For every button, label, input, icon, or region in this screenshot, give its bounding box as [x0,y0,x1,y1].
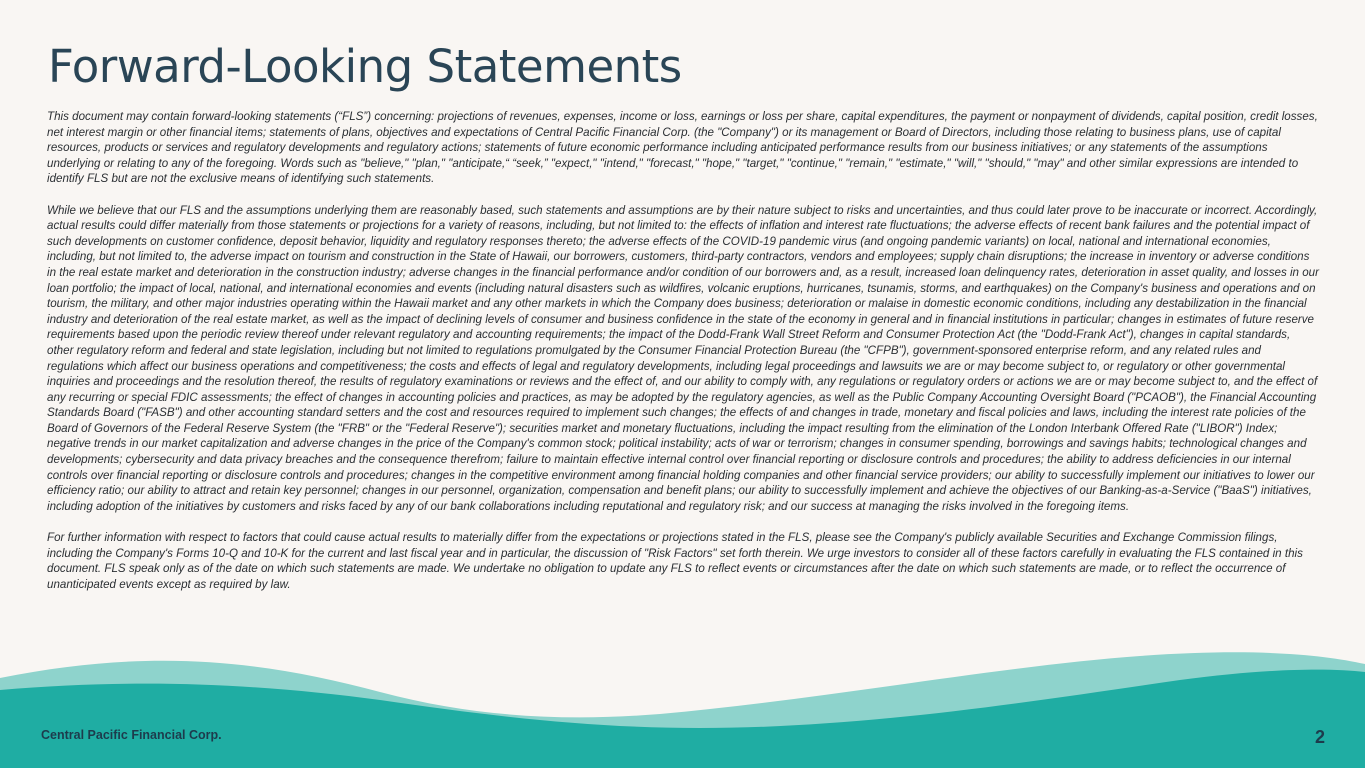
page-title: Forward-Looking Statements [48,40,682,93]
paragraph-further-information: For further information with respect to factors that could cause actual results to materially differ from the expectations or projections stated in the FLS, please see the Company's publicly available Securities and Exchange Commission filings, including the Company's Forms 10-Q and 10-K for the current and last fiscal year and in particular, the discussion of "Risk Factors" set forth therein. We urge investors to consider all of these factors carefully in evaluating the FLS contained in this document. FLS speak only as of the date on which such statements are made. We undertake no obligation to update any FLS to reflect events or circumstances after the date on which such statements are made, or to reflect the occurrence of unanticipated events except as required by law. [47,531,1303,591]
footer-company-name: Central Pacific Financial Corp. [41,728,222,742]
paragraph-risk-factors: While we believe that our FLS and the assumptions underlying them are reasonably based, such statements and assumptions are by their nature subject to risks and uncertainties, and thus could later prove to be inaccurate or incorrect. Accordingly, actual results could differ materially from those statements or projections for a variety of reasons, including, but not limited to: the effects of inflation and interest rate fluctuations; the adverse effects of recent bank failures and the potential impact of such developments on customer confidence, deposit behavior, liquidity and regulatory responses thereto; the adverse effects of the COVID-19 pandemic virus (and ongoing pandemic variants) on local, national and international economies, including, but not limited to, the adverse impact on tourism and construction in the State of Hawaii, our borrowers, customers, third-party contractors, vendors and employees; supply chain disruptions; the increase in inventory or adverse conditions in the real estate market and deterioration in the construction industry; adverse changes in the financial performance and/or condition of our borrowers and, as a result, increased loan delinquency rates, deterioration in asset quality, and losses in our loan portfolio; the impact of local, national, and international economies and events (including natural disasters such as wildfires, volcanic eruptions, hurricanes, tsunamis, storms, and earthquakes) on the Company's business and operations and on tourism, the military, and other major industries operating within the Hawaii market and any other markets in which the Company does business; deterioration or malaise in domestic economic conditions, including any destabilization in the financial industry and deterioration of the real estate market, as well as the impact of declining levels of consumer and business confidence in the state of the economy in general and in financial institutions in particular; changes in estimates of future reserve requirements based upon the periodic review thereof under relevant regulatory and accounting requirements; the impact of the Dodd-Frank Wall Street Reform and Consumer Protection Act (the "Dodd-Frank Act"), changes in capital standards, other regulatory reform and federal and state legislation, including but not limited to regulations promulgated by the Consumer Financial Protection Bureau (the "CFPB"), government-sponsored enterprise reform, and any related rules and regulations which affect our business operations and competitiveness; the costs and effects of legal and regulatory developments, including legal proceedings and lawsuits we are or may become subject to, or regulatory or other governmental inquiries and proceedings and the resolution thereof, the results of regulatory examinations or reviews and the effect of, and our ability to comply with, any regulations or regulatory orders or actions we are or may become subject to, and the effect of any recurring or special FDIC assessments; the effect of changes in accounting policies and practices, as may be adopted by the regulatory agencies, as well as the Public Company Accounting Oversight Board ("PCAOB"), the Financial Accounting Standards Board ("FASB") and other accounting standard setters and the cost and resources required to implement such changes; the effects of and changes in trade, monetary and fiscal policies and laws, including the interest rate policies of the Board of Governors of the Federal Reserve System (the "FRB" or the "Federal Reserve"); securities market and monetary fluctuations, including the impact resulting from the elimination of the London Interbank Offered Rate ("LIBOR") Index; negative trends in our market capitalization and adverse changes in the price of the Company's common stock; political instability; acts of war or terrorism; changes in consumer spending, borrowings and savings habits; technological changes and developments; cybersecurity and data privacy breaches and the consequence therefrom; failure to maintain effective internal control over financial reporting or disclosure controls and procedures; the ability to address deficiencies in our internal controls over financial reporting or disclosure controls and procedures; changes in the competitive environment among financial holding companies and other financial service providers; our ability to successfully implement our initiatives to lower our efficiency ratio; our ability to attract and retain key personnel; changes in our personnel, organization, compensation and benefit plans; our ability to successfully implement and achieve the objectives of our Banking-as-a-Service ("BaaS") initiatives, including adoption of the initiatives by customers and risks faced by any of our bank collaborations including reputational and regulatory risk; and our success at managing the risks involved in the foregoing items. [47,203,1319,513]
footer-wave-decoration [0,640,1365,768]
paragraph-intro: This document may contain forward-looking statements (“FLS”) concerning: projections of revenues, expenses, income or loss, earnings or loss per share, capital expenditures, the payment or nonpayment of dividends, capital position, credit losses, net interest margin or other financial items; statements of plans, objectives and expectations of Central Pacific Financial Corp. (the "Company") or its management or Board of Directors, including those relating to business plans, use of capital resources, products or services and regulatory developments and regulatory actions; statements of future economic performance including anticipated performance results from our business initiatives; or any statements of the assumptions underlying or relating to any of the foregoing. Words such as "believe," "plan," "anticipate,“ “seek,” "expect," "intend," "forecast," "hope," "target," "continue," "remain," "estimate," "will," "should," "may" and other similar expressions are intended to identify FLS but are not the exclusive means of identifying such statements. [47,110,1318,186]
page-number: 2 [1314,727,1325,747]
disclaimer-body [47,109,1319,608]
